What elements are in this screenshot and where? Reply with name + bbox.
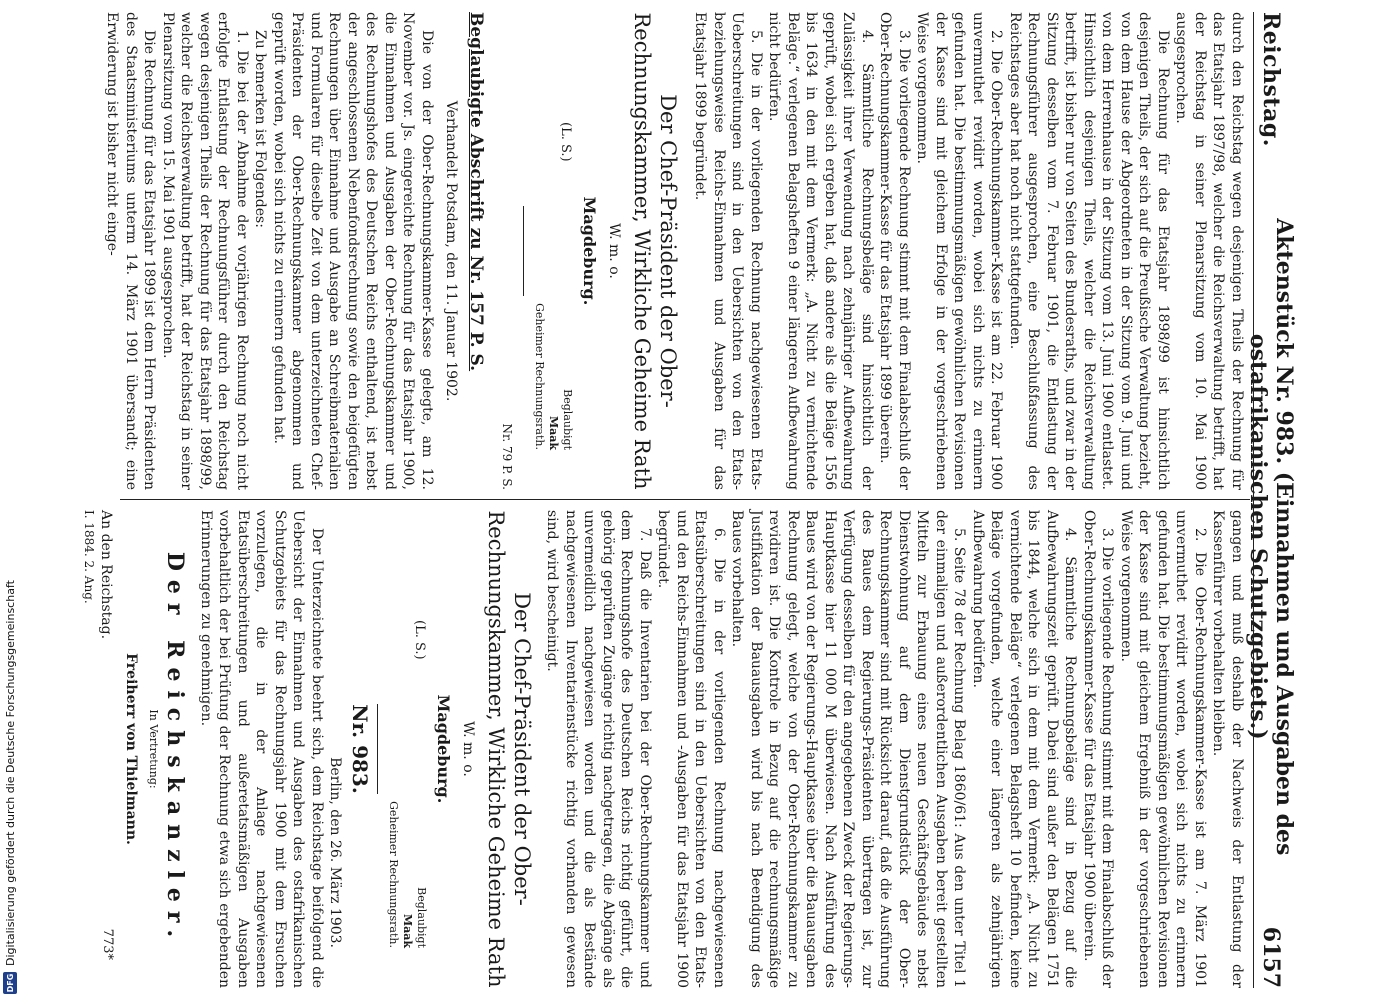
paragraph: Die Rechnung für das Etatsjahr 1899 ist dem Herrn Präsidenten des Staatsministeriums unterm 14. März 1901 übersandt; eine Erwiderung ist bisher nicht einge- — [104, 12, 158, 490]
right-column — [81, 510, 1246, 988]
addressee: An den Reichstag. — [98, 510, 115, 640]
signature-name: Magdeburg. — [434, 694, 454, 804]
footer-number: 773* — [100, 928, 115, 960]
reference-number: Nr. 79 P. S. — [500, 423, 514, 490]
attestation-name: Maak — [401, 913, 414, 948]
attestation — [532, 303, 574, 450]
paragraph: 5. Seite 78 der Rechnung Belag 1860/61: Aus den unter Titel 1 der einmaligen und außerordentlichen Ausgaben bereit gestellten Mitteln zur Erbauung eines neuen Geschäftsgebäudes nebst Dienstwohnung auf dem Dienstgrundstück der Ober-Rechnungskammer sind mit Rücksicht darauf, daß die Ausführung des Baues dem Regierungs-Präsidenten übertragen ist, zur Verfügung desselben für den angegebenen Zweck der Regierungs-Hauptkasse hier 11 000 M überwiesen. Nach Ausführung des Baues wird von der Regierungs-Hauptkasse über die Bauausgaben Rechnung gelegt, welche von der Ober-Rechnungskammer zu revidiren ist. Die Kontrole in Bezug auf die rechnungsmäßige Justifikation der Bauausgaben wird bis nach Beendigung des Baues vorbehalten. — [729, 510, 968, 988]
separator-rule — [377, 704, 378, 794]
deputy-name: Freiherr von Thielmann. — [123, 653, 139, 845]
seal-ls: (L. S.) — [558, 122, 573, 162]
paragraph: 3. Die vorliegende Rechnung stimmt mit dem Finalabschluß der Ober-Rechnungskammer-Kasse für das Etatsjahr 1900 überein. — [1081, 510, 1116, 988]
signature-va: W. m. o. — [460, 721, 476, 777]
digitization-note — [0, 0, 20, 1000]
seal-and-attestation — [386, 510, 428, 988]
paragraph: 2. Die Ober-Rechnungskammer-Kasse ist am 22. Februar 1900 unvermuthet revidirt worden, wobei sich nichts zu erinnern gefunden hat. Die bestimmungsmäßigen gewöhnlichen Revisionen der Kasse sind mit gleichem Erfolge in der vorgeschriebenen Weise vorgenommen. — [914, 12, 1005, 490]
header-document-title: Aktenstück Nr. 983. (Einnahmen und Ausgaben des ostafrikanischen Schutzgebiets.) — [1245, 218, 1297, 856]
page-number: 6157 — [1258, 926, 1284, 988]
document-page — [82, 0, 1297, 1000]
dfg-logo-icon: DFG — [3, 972, 17, 994]
digitization-note-text: Digitalisierung gefördert durch die Deutsche Forschungsgemeinschaft — [3, 580, 17, 966]
separator-rule — [523, 206, 524, 296]
attestation-role: Geheimer Rechnungsrath. — [387, 801, 400, 948]
signature-title: Der Chef-Präsident der Ober-Rechnungskammer, Wirkliche Geheime Rath — [630, 12, 680, 490]
paragraph: Zu bemerken ist Folgendes: — [252, 30, 269, 228]
header-section-title: Reichstag. — [1258, 12, 1284, 147]
signature-va: W. m. o. — [606, 223, 622, 279]
place-date: Berlin, den 26. März 1903. — [327, 757, 344, 948]
paragraph: Die von der Ober-Rechnungskammer-Kasse gelegte, am 12. November vor. Js. eingereichte Rechnung für das Etatsjahr 1900, die Einnahmen und Ausgaben der Ober-Rechnungskammer und des Rechnungshofes des Deutschen Reichs enthaltend, ist nebst der angeschlossenen Nebenfondsrechnung sowie den beigefügten Rechnungen über Einnahme und Ausgabe an Schreibmaterialien und Formularen für dieselbe Zeit von dem unterzeichneten Chef-Präsidenten der Ober-Rechnungskammer abgenommen und geprüft worden, wobei sich nichts zu erinnern gefunden hat. — [271, 12, 435, 490]
paragraph: 7. Daß die Inventarien bei der Ober-Rechnungskammer und dem Rechnungshofe des Deutschen Reichs richtig geführt, die gehörig geprüften Zugänge richtig nachgetragen, die Abgänge als unvermeidlich nachgewiesen worden und die als Bestände nachgewiesenen Inventarienstücke richtig vorhanden gewesen sind, wird bescheinigt. — [544, 510, 653, 988]
place-date: Verhandelt Potsdam, den 11. Januar 1902. — [443, 100, 460, 402]
paragraph: Die Rechnung für das Etatsjahr 1898/99 ist hinsichtlich desjenigen Theils, der sich auf die Preußische Verwaltung bezieht, von dem Hause der Abgeordneten in der Sitzung vom 9. Juni und von dem Herrenhause in der Sitzung vom 13. Juni 1900 entlastet. Hinsichtlich desjenigen Theils, welcher die Reichsverwaltung betrifft, ist bisher nur von Seiten des Bundesraths, und zwar in der Sitzung desselben vom 7. Februar 1901, die Entlastung der Rechnungsführer ausgesprochen, eine Beschlußfassung des Reichstages aber hat noch nicht stattgefunden. — [1007, 12, 1171, 490]
file-reference: I. 1884. 2. Ang. — [82, 510, 96, 604]
chancellor-title: Der Reichskanzler. — [162, 551, 189, 947]
paragraph: 1. Die bei der Abnahme der vorjährigen Rechnung noch nicht erfolgte Entlastung der Rechnungsführer durch den Reichstag wegen desjenigen Theils der Rechnung für das Etatsjahr 1898/99, welcher die Reichsverwaltung betrifft, hat der Reichstag in seiner Plenarsitzung vom 15. Mai 1901 ausgesprochen. — [160, 12, 250, 490]
page-header — [1245, 12, 1297, 988]
paragraph: 3. Die vorliegende Rechnung stimmt mit dem Finalabschluß der Ober-Rechnungskammer-Kasse für das Etatsjahr 1899 überein. — [877, 12, 912, 490]
paragraph: gangen und muß deshalb der Nachweis der Entlastung der Kassenführer vorbehalten bleiben. — [1210, 510, 1245, 988]
paragraph: Der Unterzeichnete beehrt sich, dem Reichstage beifolgend die Uebersicht der Einnahmen und Ausgaben des ostafrikanischen Schutzgebiets für das Rechnungsjahr 1900 mit dem Ersuchen vorzulegen, die in der Anlage nachgewiesenen Etatsüberschreitungen und außeretatsmäßigen Ausgaben vorbehaltlich der bei Prüfung der Rechnung etwa sich ergebenden Erinnerungen zu genehmigen. — [198, 510, 325, 988]
paragraph: 4. Sämmtliche Rechnungsbeläge sind in Bezug auf die Aufbewahrungszeit geprüft. Dabei sind außer den Belägen 1751 bis 1844, welche sich in dem mit dem Vermerk: „A. Nicht zu vernichtende Beläge“ verlegenen Belagsheft 10 befinden, keine Beläge vorgefunden, welche einer längeren als zehnjährigen Aufbewahrung bedürfen. — [970, 510, 1079, 988]
column-divider — [120, 499, 1250, 500]
section-heading: Beglaubigte Abschrift zu Nr. 157 P. S. — [466, 12, 486, 372]
seal-and-attestation — [532, 12, 574, 490]
attestation-role: Geheimer Rechnungsrath. — [533, 303, 546, 450]
deputy-label: In Vertretung: — [147, 709, 160, 789]
document-number: Nr. 983. — [348, 704, 372, 794]
attestation — [386, 801, 428, 948]
left-column — [103, 12, 1246, 490]
attestation-label: Beglaubigt — [561, 389, 574, 450]
paragraph: 2. Die Ober-Rechnungskammer-Kasse ist am 7. März 1901 unvermuthet revidirt worden, wobei sich nichts zu erinnern gefunden hat. Die bestimmungsmäßigen gewöhnlichen Revisionen der Kasse sind mit gleichem Ergebniß in der vorgeschriebenen Weise vorgenommen. — [1118, 510, 1208, 988]
attestation-name: Maak — [547, 415, 560, 450]
signature-name: Magdeburg. — [580, 196, 600, 306]
paragraph: 6. Die in der vorliegenden Rechnung nachgewiesenen Etatsüberschreitungen sind in den Uebersichten von den Etats- und den Reichs-Einnahmen und -Ausgaben für das Etatsjahr 1900 begründet. — [655, 510, 727, 988]
paragraph: 4. Sämmtliche Rechnungsbeläge sind hinsichtlich der Zulässigkeit ihrer Verwendung nach zehnjähriger Aufbewahrung geprüft, wobei sich ergeben hat, daß andere als die Beläge 1556 bis 1634 in den mit dem Vermerk: „A. Nicht zu vernichtende Beläge.“ verlegenen Belagsheften 9 einer längeren Aufbewahrung nicht bedürfen. — [766, 12, 875, 490]
signature-title: Der Chef-Präsident der Ober-Rechnungskammer, Wirkliche Geheime Rath — [484, 510, 534, 988]
attestation-label: Beglaubigt — [415, 887, 428, 948]
seal-ls: (L. S.) — [412, 620, 427, 660]
paragraph: durch den Reichstag wegen desjenigen Theils der Rechnung für das Etatsjahr 1897/98, welcher die Reichsverwaltung betrifft, hat der Reichstag in seiner Plenarsitzung vom 10. Mai 1900 ausgesprochen. — [1173, 12, 1245, 490]
paragraph: 5. Die in der vorliegenden Rechnung nachgewiesenen Etats-Ueberschreitungen sind in den Uebersichten von den Etats- beziehungsweise Reichs-Einnahmen und Ausgaben für das Etatsjahr 1899 begründet. — [692, 12, 764, 490]
header-rule — [1253, 12, 1254, 988]
